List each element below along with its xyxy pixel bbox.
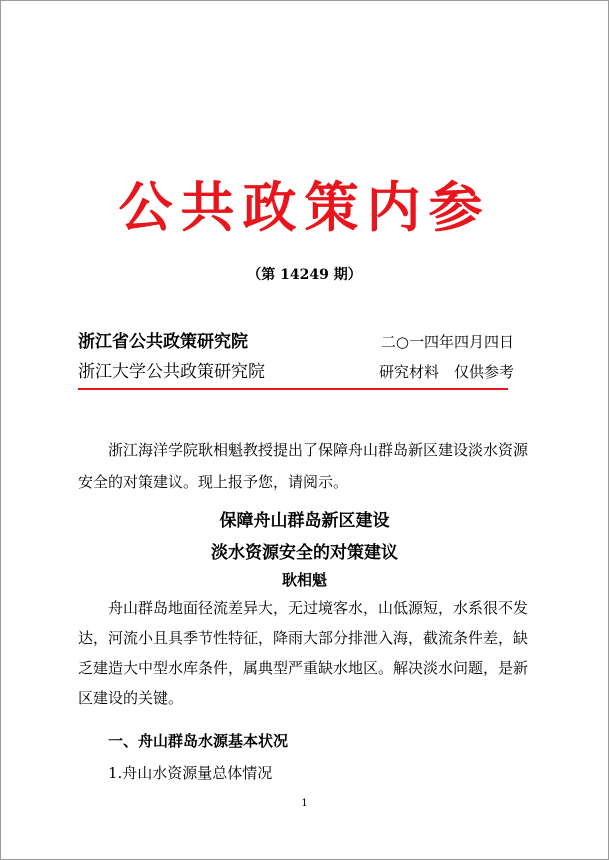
header-row-primary: [78, 327, 514, 352]
article-title-line2: 淡水资源安全的对策建议: [211, 543, 398, 563]
institute-secondary: 浙江大学公共政策研究院: [78, 362, 265, 382]
classification-note: 研究材料 仅供参考: [378, 363, 514, 381]
institute-primary: 浙江省公共政策研究院: [78, 332, 248, 352]
header-divider: [78, 388, 508, 390]
publish-date: 二○一四年四月四日: [380, 333, 514, 351]
intro-paragraph: 浙江海洋学院耿相魁教授提出了保障舟山群岛新区建设淡水资源安全的对策建议。现上报予您，请阅示。: [78, 441, 529, 491]
masthead-title: 公共政策内参: [118, 176, 491, 239]
page-number: 1: [301, 798, 308, 809]
article-author: 耿相魁: [281, 571, 327, 589]
section-heading: 一、舟山群岛水源基本状况: [108, 732, 289, 750]
subsection-heading: 1.舟山水资源量总体情况: [108, 764, 273, 782]
article-title-line1: 保障舟山群岛新区建设: [219, 511, 390, 531]
issue-number: （第 14249 期）: [247, 267, 362, 283]
body-paragraph: 舟山群岛地面径流差异大，无过境客水，山低源短，水系很不发达，河流小且具季节性特征，降雨大部分排泄入海，截流条件差，缺乏建造大中型水库条件，属典型严重缺水地区。解决淡水问题，是新区建设的关键。: [78, 599, 529, 707]
header-row-secondary: [78, 357, 514, 382]
